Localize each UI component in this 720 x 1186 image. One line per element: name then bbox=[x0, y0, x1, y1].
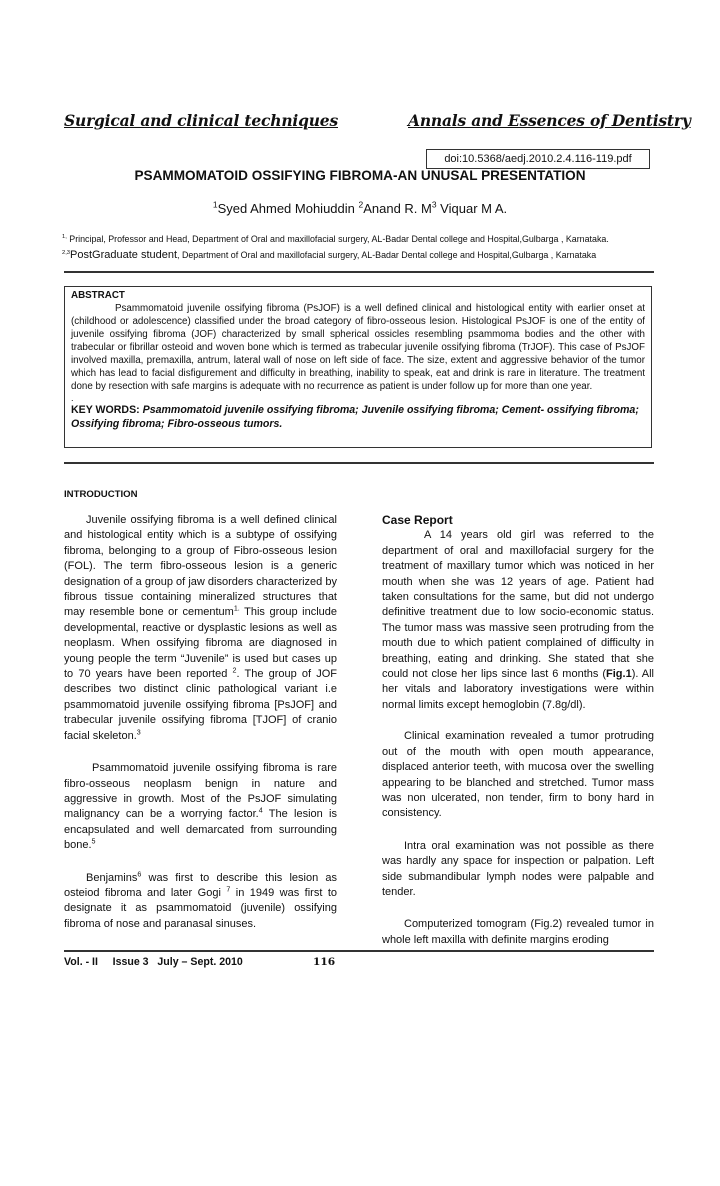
text-run: Juvenile ossifying fibroma is a well defined clinical and histological entity which is a subtype of ossifying fibroma, belonging to a group of Fibro-osseous lesion (FOL). The term fibro-osseous lesion is a generic designation of a group of jaw disorders characterized by fibrous tissue containing mineralized structures that may resemble bone or cementum bbox=[64, 514, 337, 619]
issue-info: Vol. - II Issue 3 July – Sept. 2010 bbox=[64, 956, 243, 968]
page-number: 116 bbox=[313, 956, 336, 968]
citation: 3 bbox=[136, 728, 141, 737]
keywords bbox=[71, 403, 645, 431]
text-run: was first to describe this lesion as osteiod fibroma and later Gogi bbox=[64, 871, 337, 899]
keywords-text: Psammomatoid juvenile ossifying fibroma; Juvenile ossifying fibroma; Cement- ossifying fibroma; Ossifying fibroma; Fibro-osseous tumors. bbox=[71, 404, 639, 430]
abstract-text: Psammomatoid juvenile ossifying fibroma (PsJOF) is a well defined clinical and histological entity with earlier onset at (childhood or adolescence) classified under the broad category of fibro-osseous lesion. Histological PsJOF is one of the entity of juvenile ossifying fibroma (JOF) characterized by small spherical ossicles resembling psammoma bodies and the other with trabecular or fibrillar osteoid and woven bone which is termed as trabecular juvenile ossifying fibroma (TrJOF). This case of PsJOF involved maxilla, premaxilla, antrum, lateral wall of nose on left side of face. The size, extent and aggressive behavior of the tumor which has lead to facial disfigurement and difficulty in breathing, inability to speak, eat and drink is rare in literature. The treatment done by resection with safe margins is adequate with no recurrence as patient is under follow up for more than one year. bbox=[71, 303, 645, 392]
intro-paragraph bbox=[64, 513, 337, 744]
citation: 2 bbox=[232, 666, 237, 675]
right-column bbox=[382, 513, 654, 948]
affiliation-text: , Department of Oral and maxillofacial surgery, AL-Badar Dental college and Hospital,Gulbarga , Karnataka bbox=[177, 250, 597, 260]
figure-ref: Fig.1 bbox=[606, 668, 632, 681]
running-header-left: Surgical and clinical techniques bbox=[64, 111, 338, 130]
case-paragraph: Clinical examination revealed a tumor protruding out of the mouth with open mouth appearance, displaced anterior teeth, with mucosa over the swelling appearing to be blanched and stretched. Tumor mass was non ulcerated, non tender, firm to bony hard in consistency. bbox=[382, 730, 654, 820]
running-header-right: Annals and Essences of Dentistry bbox=[408, 111, 691, 130]
text-run: Benjamins bbox=[86, 871, 138, 884]
author-line bbox=[0, 201, 720, 216]
case-paragraph bbox=[382, 528, 654, 713]
doi-box: doi:10.5368/aedj.2010.2.4.116-119.pdf bbox=[426, 149, 650, 169]
intro-paragraph bbox=[64, 761, 337, 853]
affiliation-text: Principal, Professor and Head, Department of Oral and maxillofacial surgery, AL-Badar Dental college and Hospital,Gulbarga , Karnataka. bbox=[66, 234, 609, 244]
keywords-label: KEY WORDS: bbox=[71, 404, 143, 416]
affiliation-lead: PostGraduate student bbox=[70, 249, 178, 261]
text-run: The lesion is encapsulated and well demarcated from surrounding bone. bbox=[64, 808, 337, 852]
citation: 6 bbox=[137, 869, 142, 878]
abstract-divider bbox=[64, 462, 654, 464]
citation: 4 bbox=[258, 806, 263, 815]
affiliation-sup: 2,3 bbox=[62, 250, 71, 257]
case-paragraph: Computerized tomogram (Fig.2) revealed tumor in whole left maxilla with definite margins eroding bbox=[382, 918, 654, 946]
author-sup: 2 bbox=[358, 199, 364, 210]
text-run: A 14 years old girl was referred to the department of oral and maxillofacial surgery for the treatment of maxillary tumor which was noticed in her mouth when she was 12 years of age. Patient had taken consultations for the same, but did not undergo definitive treatment due to low socio-economic status. The tumor mass was massive seen protruding from the mouth due to which patient complained of difficulty in breathing, eating and drinking. She stated that she could not close her lips since last 6 months ( bbox=[382, 529, 654, 681]
citation: 5 bbox=[91, 837, 96, 846]
case-report-heading: Case Report bbox=[382, 513, 453, 527]
footer-divider bbox=[64, 950, 654, 952]
citation: 7 bbox=[226, 885, 231, 894]
affiliation-1 bbox=[62, 234, 609, 244]
text-run: This group include developmental, reactive or dysplastic lesions as well as neoplasm. When ossifying fibroma are diagnosed in young people the term “Juvenile” is used but cases up to 70 years have been reported bbox=[64, 606, 337, 681]
affiliation-sup: 1, bbox=[62, 234, 67, 241]
abstract-box bbox=[64, 286, 652, 448]
abstract-heading: ABSTRACT bbox=[71, 290, 125, 301]
text-run: ). All her vitals and laboratory investigations were within normal limits except hemoglobin (7.8g/dl). bbox=[382, 668, 654, 711]
paper-title: PSAMMOMATOID OSSIFYING FIBROMA-AN UNUSAL PRESENTATION bbox=[134, 168, 586, 183]
affiliation-2 bbox=[62, 249, 596, 261]
text-run: Psammomatoid juvenile ossifying fibroma is rare fibro-osseous neoplasm benign in nature and aggressive in growth. Most of the PsJOF simulating malignancy can be a worrying factor. bbox=[64, 762, 337, 821]
header-divider bbox=[64, 271, 654, 273]
text-run: in 1949 was first to designate it as psammomatoid (juvenile) ossifying fibroma of nose and paranasal sinuses. bbox=[64, 886, 337, 930]
text-run: . The group of JOF describes two distinct clinic pathological variant i.e psammomatoid juvenile ossifying fibroma [PsJOF] and trabecular juvenile ossifying fibroma [TJOF] of cranio facial skeleton. bbox=[64, 668, 337, 742]
introduction-heading: INTRODUCTION bbox=[64, 489, 138, 500]
abstract-dot: . bbox=[71, 393, 74, 403]
author-sup: 3 bbox=[431, 199, 437, 210]
citation: 1. bbox=[233, 604, 240, 613]
case-paragraph: Intra oral examination was not possible as there was hardly any space for inspection or palpation. Left side submandibular lymph nodes were palpable and tender. bbox=[382, 839, 654, 898]
author-name: Syed Ahmed Mohiuddin bbox=[217, 201, 359, 216]
left-column bbox=[64, 513, 337, 932]
author-name: Anand R. M bbox=[363, 201, 432, 216]
intro-paragraph bbox=[64, 871, 337, 933]
author-sup: 1 bbox=[212, 199, 218, 210]
author-name: Viquar M A. bbox=[436, 201, 508, 216]
